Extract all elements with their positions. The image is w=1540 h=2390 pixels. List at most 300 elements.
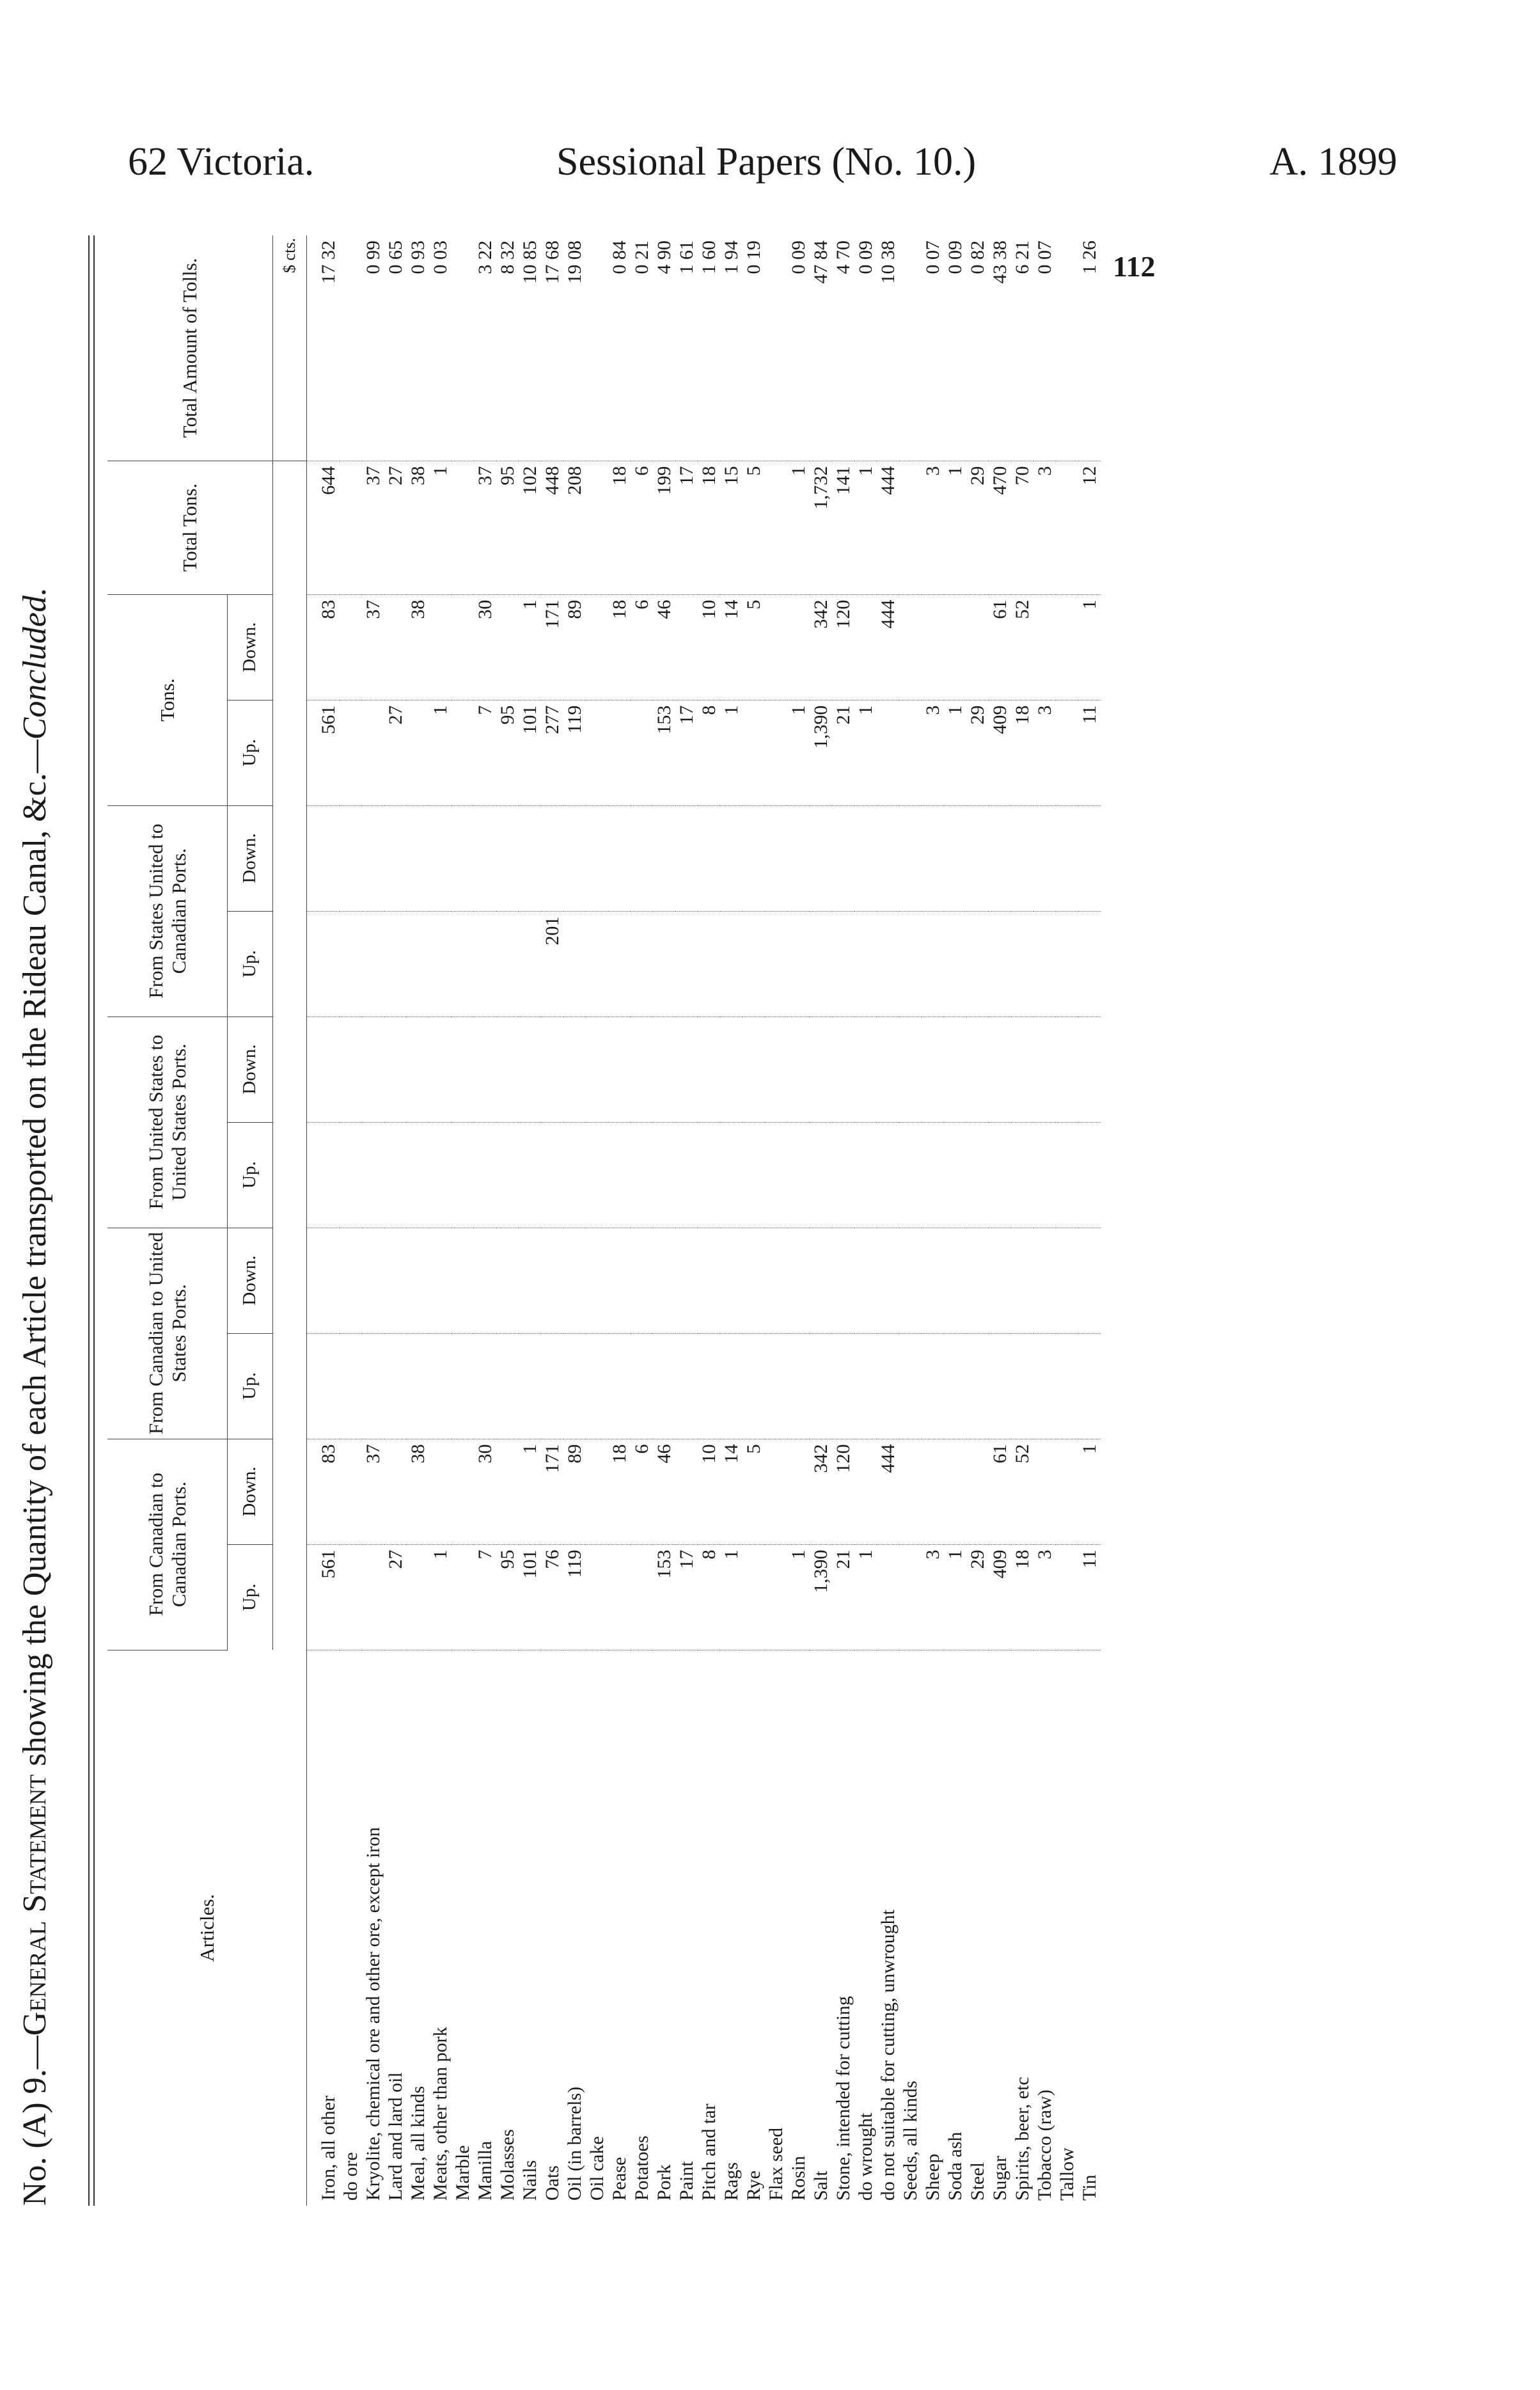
col-header-canadian-to-canadian: From Canadian to Canadian Ports. xyxy=(107,1439,228,1650)
cell-total-tons: 37 xyxy=(474,461,496,594)
cell-uu-up xyxy=(698,1122,720,1228)
cell-total-tolls: 1 94 xyxy=(720,235,742,461)
col-header-canadian-to-us: From Canadian to United States Ports. xyxy=(107,1228,228,1439)
cell-cc-down: 18 xyxy=(608,1439,631,1544)
cell-uu-down xyxy=(307,1017,340,1122)
cell-uc-up xyxy=(1078,911,1101,1017)
cell-uc-up xyxy=(899,911,922,1017)
cell-tons-down xyxy=(765,594,787,700)
cell-cc-down: 1 xyxy=(1078,1439,1101,1544)
cell-cu-up xyxy=(922,1333,944,1439)
cell-tons-up: 11 xyxy=(1078,700,1101,805)
cell-cu-down xyxy=(1033,1228,1056,1333)
cell-uu-up xyxy=(765,1122,787,1228)
cell-uu-down xyxy=(496,1017,519,1122)
cell-article: Molasses xyxy=(497,2129,518,2201)
cell-total-tons: 12 xyxy=(1078,461,1101,594)
table-row xyxy=(944,235,966,2206)
title-rule-1 xyxy=(88,235,90,2206)
table-row xyxy=(631,235,653,2206)
cell-total-tons: 37 xyxy=(362,461,384,594)
cell-tons-down xyxy=(787,594,810,700)
cell-cu-down xyxy=(854,1228,877,1333)
cell-cc-up: 1 xyxy=(787,1544,810,1650)
cell-uu-down xyxy=(519,1017,541,1122)
cell-cu-down xyxy=(810,1228,832,1333)
cell-tons-down: 171 xyxy=(541,594,563,700)
cell-total-tolls xyxy=(452,235,474,461)
cell-total-tons: 18 xyxy=(608,461,631,594)
cell-tons-down: 342 xyxy=(810,594,832,700)
cell-article: Tobacco (raw) xyxy=(1034,2089,1055,2201)
cell-article: Rags xyxy=(721,2162,742,2201)
cell-uc-down xyxy=(519,805,541,911)
cell-cu-up xyxy=(765,1333,787,1439)
cell-cc-down xyxy=(429,1439,452,1544)
cell-cc-down: 52 xyxy=(1011,1439,1033,1544)
cell-uu-down xyxy=(966,1017,989,1122)
cell-cc-up: 561 xyxy=(307,1544,340,1650)
cell-tons-up: 119 xyxy=(563,700,586,805)
cell-total-tons: 29 xyxy=(966,461,989,594)
cell-cc-up xyxy=(608,1544,631,1650)
cell-cu-down xyxy=(989,1228,1011,1333)
cell-tons-up xyxy=(899,700,922,805)
cell-tons-up: 95 xyxy=(496,700,519,805)
cell-cu-down xyxy=(608,1228,631,1333)
cell-uc-up xyxy=(765,911,787,1017)
cell-tons-down xyxy=(496,594,519,700)
cell-total-tolls xyxy=(340,235,362,461)
cell-tons-down: 61 xyxy=(989,594,1011,700)
cell-cc-up: 1 xyxy=(854,1544,877,1650)
cell-total-tons xyxy=(899,461,922,594)
col-header-total-tolls: Total Amount of Tolls. xyxy=(107,235,273,461)
cell-tons-down: 30 xyxy=(474,594,496,700)
cell-uu-down xyxy=(854,1017,877,1122)
cell-uc-up xyxy=(519,911,541,1017)
cell-uu-down xyxy=(899,1017,922,1122)
cell-cu-down xyxy=(429,1228,452,1333)
cell-cc-down xyxy=(854,1439,877,1544)
cell-cu-down xyxy=(653,1228,675,1333)
cell-uc-down xyxy=(496,805,519,911)
cell-uc-down xyxy=(742,805,765,911)
sub-header-up: Up. xyxy=(228,1333,273,1439)
cell-uc-up xyxy=(563,911,586,1017)
cell-uc-up xyxy=(698,911,720,1017)
cell-cu-down xyxy=(832,1228,854,1333)
cell-uu-up xyxy=(340,1122,362,1228)
cell-cu-up xyxy=(698,1333,720,1439)
cell-cc-down xyxy=(586,1439,608,1544)
cell-uu-up xyxy=(1011,1122,1033,1228)
cell-cu-down xyxy=(307,1228,340,1333)
cell-cu-down xyxy=(922,1228,944,1333)
cell-cc-up: 18 xyxy=(1011,1544,1033,1650)
cell-tons-down: 1 xyxy=(1078,594,1101,700)
cell-cu-down xyxy=(1078,1228,1101,1333)
cell-uu-down xyxy=(586,1017,608,1122)
cell-tons-down: 5 xyxy=(742,594,765,700)
cell-total-tolls xyxy=(586,235,608,461)
cell-cc-up xyxy=(452,1544,474,1650)
cell-tons-up: 7 xyxy=(474,700,496,805)
cell-uc-down xyxy=(787,805,810,911)
cell-article: Rosin xyxy=(788,2155,809,2201)
cell-total-tons: 6 xyxy=(631,461,653,594)
cell-total-tolls xyxy=(899,235,922,461)
cell-uu-up xyxy=(407,1122,429,1228)
title-suffix: Concluded. xyxy=(17,587,53,740)
cell-cu-up xyxy=(832,1333,854,1439)
cell-cu-up xyxy=(407,1333,429,1439)
cell-tons-up: 3 xyxy=(922,700,944,805)
header-sessional-papers: Sessional Papers (No. 10.) xyxy=(556,140,977,184)
cell-tons-up: 1 xyxy=(720,700,742,805)
cell-cc-down xyxy=(922,1439,944,1544)
cell-uc-up xyxy=(429,911,452,1017)
cell-uc-down xyxy=(966,805,989,911)
cell-total-tons: 1 xyxy=(944,461,966,594)
cell-total-tolls: 8 32 xyxy=(496,235,519,461)
cell-article: Meal, all kinds xyxy=(407,2085,428,2201)
cell-total-tons: 470 xyxy=(989,461,1011,594)
cell-tons-up: 29 xyxy=(966,700,989,805)
table-row xyxy=(307,235,340,2206)
cell-uu-up xyxy=(832,1122,854,1228)
cell-tons-up: 8 xyxy=(698,700,720,805)
cell-cc-up xyxy=(1056,1544,1078,1650)
cell-cc-up xyxy=(899,1544,922,1650)
col-header-us-to-canadian: From States United to Canadian Ports. xyxy=(107,805,228,1017)
table-row xyxy=(877,235,899,2206)
cell-uc-down xyxy=(1011,805,1033,911)
cell-cu-down xyxy=(765,1228,787,1333)
table-row xyxy=(653,235,675,2206)
cell-total-tons: 27 xyxy=(384,461,407,594)
cell-total-tolls: 3 22 xyxy=(474,235,496,461)
cell-tons-down xyxy=(944,594,966,700)
cell-cu-up xyxy=(944,1333,966,1439)
cell-uu-up xyxy=(787,1122,810,1228)
cell-cc-up: 95 xyxy=(496,1544,519,1650)
cell-cc-down xyxy=(1033,1439,1056,1544)
table-row xyxy=(1078,235,1101,2206)
cell-cc-down: 38 xyxy=(407,1439,429,1544)
cell-uc-up xyxy=(989,911,1011,1017)
cell-cu-up xyxy=(563,1333,586,1439)
cell-total-tons: 1 xyxy=(854,461,877,594)
cell-total-tons: 5 xyxy=(742,461,765,594)
cell-tons-down xyxy=(429,594,452,700)
cell-uu-up xyxy=(720,1122,742,1228)
cell-tons-up: 3 xyxy=(1033,700,1056,805)
cell-total-tolls: 6 21 xyxy=(1011,235,1033,461)
statement-table xyxy=(107,235,1101,2206)
cell-uc-up xyxy=(384,911,407,1017)
cell-tons-up xyxy=(452,700,474,805)
cell-cc-up: 7 xyxy=(474,1544,496,1650)
cell-cc-up: 101 xyxy=(519,1544,541,1650)
cell-uu-down xyxy=(474,1017,496,1122)
cell-cc-up: 3 xyxy=(922,1544,944,1650)
cell-total-tons: 3 xyxy=(922,461,944,594)
cell-uc-up xyxy=(340,911,362,1017)
table-row xyxy=(452,235,474,2206)
cell-total-tons xyxy=(1056,461,1078,594)
cell-tons-up: 18 xyxy=(1011,700,1033,805)
cell-uu-down xyxy=(787,1017,810,1122)
cell-cu-down xyxy=(384,1228,407,1333)
cell-cc-down: 120 xyxy=(832,1439,854,1544)
cell-tons-up: 1 xyxy=(854,700,877,805)
cell-total-tons: 17 xyxy=(675,461,698,594)
cell-tons-down: 444 xyxy=(877,594,899,700)
cell-tons-up xyxy=(407,700,429,805)
cell-uc-down xyxy=(340,805,362,911)
cell-cu-down xyxy=(899,1228,922,1333)
cell-article: Rye xyxy=(743,2170,764,2201)
cell-article: Sheep xyxy=(922,2153,943,2201)
cell-total-tolls: 1 61 xyxy=(675,235,698,461)
col-header-total-tons: Total Tons. xyxy=(107,461,273,594)
cell-uc-up xyxy=(810,911,832,1017)
cell-cu-up xyxy=(541,1333,563,1439)
cell-cc-down xyxy=(452,1439,474,1544)
cell-tons-up: 277 xyxy=(541,700,563,805)
sub-header-down: Down. xyxy=(228,805,273,911)
cell-uu-down xyxy=(698,1017,720,1122)
table-row xyxy=(810,235,832,2206)
cell-tons-down xyxy=(452,594,474,700)
cell-uu-up xyxy=(608,1122,631,1228)
cell-cc-up: 1 xyxy=(944,1544,966,1650)
cell-uc-down xyxy=(541,805,563,911)
cell-uu-down xyxy=(922,1017,944,1122)
cell-tons-down: 83 xyxy=(307,594,340,700)
cell-uc-down xyxy=(1033,805,1056,911)
table-row xyxy=(832,235,854,2206)
cell-total-tolls: 0 09 xyxy=(787,235,810,461)
cell-cu-up xyxy=(474,1333,496,1439)
table-row xyxy=(720,235,742,2206)
cell-total-tons xyxy=(586,461,608,594)
unit-dollars-cents: $ cts. xyxy=(273,235,307,461)
cell-cc-up: 1 xyxy=(429,1544,452,1650)
cell-article: Kryolite, chemical ore and other ore, except iron xyxy=(363,1827,384,2201)
cell-uc-up xyxy=(631,911,653,1017)
cell-tons-down xyxy=(854,594,877,700)
cell-cc-up xyxy=(765,1544,787,1650)
cell-uc-up: 201 xyxy=(541,911,563,1017)
sub-header-down: Down. xyxy=(228,1017,273,1122)
cell-cc-up: 29 xyxy=(966,1544,989,1650)
cell-cc-down: 14 xyxy=(720,1439,742,1544)
cell-cu-down xyxy=(877,1228,899,1333)
cell-tons-up: 409 xyxy=(989,700,1011,805)
unit-spacer xyxy=(273,461,307,1650)
cell-total-tons: 3 xyxy=(1033,461,1056,594)
cell-article: Paint xyxy=(676,2161,697,2201)
cell-cu-down xyxy=(720,1228,742,1333)
cell-uu-down xyxy=(944,1017,966,1122)
cell-uc-down xyxy=(1078,805,1101,911)
table-row xyxy=(966,235,989,2206)
table-row xyxy=(698,235,720,2206)
cell-total-tolls: 17 32 xyxy=(307,235,340,461)
col-header-tons: Tons. xyxy=(107,594,228,805)
cell-uc-down xyxy=(854,805,877,911)
cell-tons-down xyxy=(922,594,944,700)
cell-tons-up xyxy=(608,700,631,805)
cell-cu-down xyxy=(675,1228,698,1333)
cell-total-tolls: 0 19 xyxy=(742,235,765,461)
cell-uu-up xyxy=(1033,1122,1056,1228)
title-main: showing the Quantity of each Article transported on the Rideau Canal, &c.— xyxy=(17,740,53,1775)
cell-uc-down xyxy=(586,805,608,911)
cell-cu-down xyxy=(340,1228,362,1333)
table-row xyxy=(787,235,810,2206)
cell-uc-down xyxy=(989,805,1011,911)
cell-total-tolls: 0 99 xyxy=(362,235,384,461)
cell-total-tolls: 43 38 xyxy=(989,235,1011,461)
cell-article: Manilla xyxy=(475,2141,496,2201)
cell-uu-down xyxy=(1078,1017,1101,1122)
cell-cu-up xyxy=(1033,1333,1056,1439)
table-row xyxy=(922,235,944,2206)
cell-cc-up: 153 xyxy=(653,1544,675,1650)
cell-cc-up: 27 xyxy=(384,1544,407,1650)
cell-total-tolls: 0 03 xyxy=(429,235,452,461)
cell-total-tons xyxy=(340,461,362,594)
cell-cc-up: 3 xyxy=(1033,1544,1056,1650)
cell-uu-down xyxy=(742,1017,765,1122)
cell-uu-up xyxy=(429,1122,452,1228)
sub-header-up: Up. xyxy=(228,700,273,805)
cell-cc-up xyxy=(340,1544,362,1650)
cell-uu-up xyxy=(496,1122,519,1228)
cell-article: Stone, intended for cutting xyxy=(833,1996,854,2201)
cell-total-tolls xyxy=(765,235,787,461)
cell-total-tolls: 17 68 xyxy=(541,235,563,461)
header-session: 62 Victoria. xyxy=(128,140,315,184)
cell-total-tons: 95 xyxy=(496,461,519,594)
cell-cc-up: 1 xyxy=(720,1544,742,1650)
cell-uu-down xyxy=(541,1017,563,1122)
cell-uc-down xyxy=(1056,805,1078,911)
cell-tons-up xyxy=(362,700,384,805)
cell-uc-down xyxy=(675,805,698,911)
cell-cc-up: 76 xyxy=(541,1544,563,1650)
cell-total-tolls: 0 09 xyxy=(854,235,877,461)
page-number: 112 xyxy=(1113,250,1156,283)
cell-total-tolls xyxy=(1056,235,1078,461)
table-row xyxy=(1033,235,1056,2206)
cell-uu-down xyxy=(675,1017,698,1122)
cell-total-tolls: 0 07 xyxy=(1033,235,1056,461)
cell-uc-down xyxy=(877,805,899,911)
cell-uc-down xyxy=(899,805,922,911)
rotated-table-page xyxy=(0,235,1253,2206)
cell-tons-down: 38 xyxy=(407,594,429,700)
cell-cu-up xyxy=(787,1333,810,1439)
title-prefix: No. (A) 9.— xyxy=(17,2036,53,2206)
cell-total-tolls: 4 70 xyxy=(832,235,854,461)
cell-cu-down xyxy=(944,1228,966,1333)
cell-uc-down xyxy=(832,805,854,911)
cell-cu-up xyxy=(742,1333,765,1439)
cell-article: Oats xyxy=(542,2165,563,2201)
sub-header-up: Up. xyxy=(228,1544,273,1650)
cell-cc-up xyxy=(362,1544,384,1650)
cell-uc-up xyxy=(922,911,944,1017)
cell-uu-down xyxy=(384,1017,407,1122)
table-row xyxy=(765,235,787,2206)
cell-total-tons: 70 xyxy=(1011,461,1033,594)
cell-article: Potatoes xyxy=(631,2135,652,2201)
cell-cu-up xyxy=(384,1333,407,1439)
cell-uu-down xyxy=(407,1017,429,1122)
cell-tons-down: 46 xyxy=(653,594,675,700)
cell-total-tolls: 0 82 xyxy=(966,235,989,461)
cell-total-tons: 644 xyxy=(307,461,340,594)
cell-uc-up xyxy=(608,911,631,1017)
cell-tons-up: 101 xyxy=(519,700,541,805)
cell-tons-up: 561 xyxy=(307,700,340,805)
cell-uc-down xyxy=(653,805,675,911)
cell-article: Spirits, beer, etc xyxy=(1012,2077,1033,2201)
cell-article: Pork xyxy=(654,2164,675,2201)
cell-cc-up xyxy=(407,1544,429,1650)
cell-cc-down xyxy=(899,1439,922,1544)
cell-total-tons: 208 xyxy=(563,461,586,594)
cell-uc-down xyxy=(631,805,653,911)
cell-uc-down xyxy=(563,805,586,911)
cell-uu-down xyxy=(563,1017,586,1122)
table-row xyxy=(384,235,407,2206)
cell-total-tolls: 0 09 xyxy=(944,235,966,461)
cell-total-tons: 444 xyxy=(877,461,899,594)
cell-uu-down xyxy=(877,1017,899,1122)
cell-total-tons: 448 xyxy=(541,461,563,594)
cell-cc-up: 119 xyxy=(563,1544,586,1650)
cell-cu-down xyxy=(407,1228,429,1333)
cell-cu-up xyxy=(608,1333,631,1439)
col-header-us-to-us: From United States to United States Ports. xyxy=(107,1017,228,1228)
cell-cc-down xyxy=(384,1439,407,1544)
cell-cu-up xyxy=(452,1333,474,1439)
cell-cc-down xyxy=(765,1439,787,1544)
cell-uc-up xyxy=(1011,911,1033,1017)
cell-cu-up xyxy=(362,1333,384,1439)
cell-uu-down xyxy=(429,1017,452,1122)
cell-article: Tallow xyxy=(1057,2148,1078,2201)
cell-uu-up xyxy=(899,1122,922,1228)
cell-tons-down: 37 xyxy=(362,594,384,700)
cell-tons-up: 21 xyxy=(832,700,854,805)
cell-cu-down xyxy=(519,1228,541,1333)
cell-total-tons: 141 xyxy=(832,461,854,594)
cell-uu-up xyxy=(922,1122,944,1228)
cell-cu-down xyxy=(362,1228,384,1333)
cell-tons-down: 52 xyxy=(1011,594,1033,700)
cell-uu-down xyxy=(1033,1017,1056,1122)
cell-tons-up: 1 xyxy=(429,700,452,805)
cell-total-tons: 102 xyxy=(519,461,541,594)
cell-cc-down xyxy=(675,1439,698,1544)
cell-uu-up xyxy=(519,1122,541,1228)
